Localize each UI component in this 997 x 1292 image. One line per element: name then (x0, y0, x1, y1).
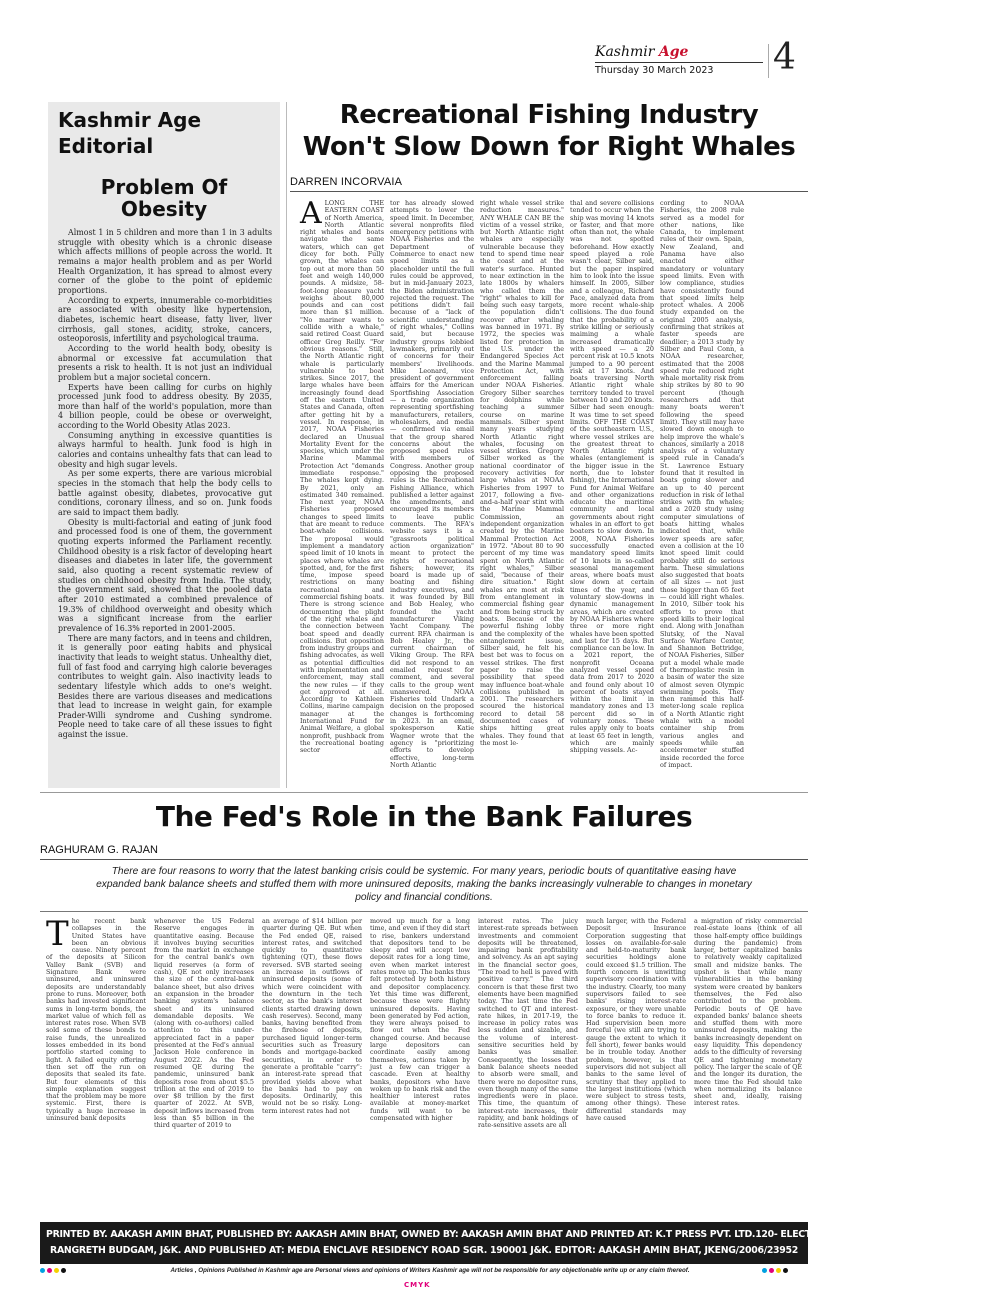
registration-marks-left (40, 1268, 100, 1274)
article-fed (40, 794, 808, 1218)
editorial-box (48, 102, 280, 788)
editorial-paragraph: As per some experts, there are various microbial species in the stomach that help the body cells to battle against obesity, diabetes, provocative gut conditions, coronary illness, and so on. Junk foods are said to impact them badly. (58, 469, 272, 518)
masthead-rule (595, 62, 763, 63)
article-whales-column-4 (570, 200, 654, 786)
article-fed-column-text: he recent bank collapses in the United States have been an obvious cause. Ninety percent of the deposits at Silicon Valley Bank (SVB) and Signature Bank were uninsured, and uninsured deposits are understandably prone to runs. Moreover, both banks had invested significant sums in long-term bonds, the market value of which fell as interest rates rose. When SVB sold some of these bonds to raise funds, the unrealized losses embedded in its bond portfolio started coming to light. A failed equity offering then set off the run on deposits that sealed its fate. But four elements of this simple explanation suggest that the problem may be more systemic. First, there is typically a huge increase in uninsured bank deposits (46, 917, 146, 1123)
article-fed-column-5 (478, 918, 578, 1216)
article-fed-column-3 (262, 918, 362, 1216)
article-fed-column-4 (370, 918, 470, 1216)
editorial-divider (286, 102, 287, 788)
masthead-vertical-rule (768, 44, 769, 78)
article-whales-column-text: tor has already slowed attempts to lower the speed limit. In December, several nonprofits filed emergency petitions with NOAA Fisheries and the Department of Commerce to enact new speed limits as a placeholder until the full rules could be approved, but in mid-January 2023, the Biden administration rejected the request. The petitions didn't fail because of a "lack of scientific understanding of right whales," Collins said, but because industry groups lobbied lawmakers, primarily out of concerns for their members' livelihoods. Mike Leonard, vice president of government affairs for the American Sportfishing Association — a trade organization representing sportfishing manufacturers, retailers, wholesalers, and media — confirmed via email that the group shared concerns about the proposed speed rules with members of Congress. Another group opposing the proposed rules is the Recreational Fishing Alliance, which published a letter against the amendments, and encouraged its members to leave public comments. The RFA's website says it is a "grassroots political action organization" meant to protect the rights of recreational fishers; however, its board is made up of boating and fishing industry executives, and it was founded by Bill and Bob Healey, who founded the yacht manufacturer Viking Yacht Company. The current RFA chairman is Bob Healey Jr., the current chairman of Viking Group. The RFA did not respond to an emailed request for comment, and several calls to the group went unanswered. NOAA Fisheries told Undark a decision on the proposed changes is forthcoming in 2023. In an email, spokesperson Katie Wagner wrote that the agency is "prioritizing efforts to develop effective, long-term North Atlantic (390, 199, 474, 769)
registration-marks-right (762, 1268, 808, 1274)
cyan-swatch (762, 1268, 767, 1273)
magenta-swatch (47, 1268, 52, 1273)
article-fed-column-1 (46, 914, 146, 1216)
article-fed-dropcap: T (46, 914, 69, 954)
editorial-title-line-2: Obesity (120, 197, 208, 221)
article-whales-column-1 (300, 196, 384, 786)
article-whales-column-2 (390, 200, 474, 786)
article-fed-column-text: an average of $14 billion per quarter during QE. But when the Fed ended QE, raised interest rates, and switched quickly to quantitative tightening (QT), these flows reversed. SVB started seeing an increase in outflows of uninsured deposits (some of which were coincident with the downturn in the tech sector, as the bank's interest clients started drawing down cash reserves). Second, many banks, having benefited from the firehose of deposits, purchased liquid longer-term securities such as Treasury bonds and mortgage-backed securities, in order to generate a profitable "carry": an interest-rate spread that provided yields above what the banks had to pay on deposits. Ordinarily, this would not be so risky. Long-term interest rates had not (262, 917, 362, 1115)
article-whales-column-3 (480, 200, 564, 786)
article-whales-headline-line-1: Recreational Fishing Industry (339, 100, 759, 130)
article-fed-column-text: whenever the US Federal Reserve engages in quantitative easing. Because it involves buying securities from the market in exchange for the central bank's own liquid reserves (a form of cash), QE not only increases the size of the central-bank balance sheet, but also drives an expansion in the broader banking system's balance sheet and its uninsured demandable deposits. We (along with co-authors) called attention to this under-appreciated fact in a paper presented at the Fed's annual Jackson Hole conference in August 2022. As the Fed resumed QE during the pandemic, uninsured bank deposits rose from about $5.5 trillion at the end of 2019 to over $8 trillion by the first quarter of 2022. At SVB, deposit inflows increased from less than $5 billion in the third quarter of 2019 to (154, 917, 254, 1130)
article-fed-column-2 (154, 918, 254, 1216)
black-swatch (61, 1268, 66, 1273)
paper-name-part-2: Age (658, 44, 689, 60)
article-fed-column-text: interest rates. The juicy interest-rate spreads between investments and commoient deposits will be threatened, impairing bank profitability and solvency. As an apt saying in the financial sector goes, "The road to hell is paved with positive carry." The third concern is that these first two elements have been magnified today. The last time the Fed switched to QT and interest-rate hikes, in 2017-19, the increase in policy rates was less sudden and sizable, and the volume of interest-sensitive securities held by banks was smaller. Consequently, the losses that bank balance sheets needed to absorb were small, and there were no depositor runs, even though many of the same ingredients were in place. This time, the quantum of interest-rate increases, their rapidity, and bank holdings of rate-sensitive assets are all (478, 917, 578, 1130)
issue-date: Thursday 30 March 2023 (595, 65, 714, 76)
disclaimer: Articles , Opinions Published in Kashmir age are Personal views and opinions of Writers Kashmir age will not be responsible for any objectionable write up or any claim thereof. (170, 1267, 690, 1274)
editorial-paragraph: According to experts, innumerable co-morbidities are associated with obesity like hypertension, diabetes, ischemic heart disease, fatty liver, liver cirrhosis, gall stones, acidity, stroke, cancers, osteoporosis, infertility and psychological trauma. (58, 295, 272, 344)
editorial-paragraph: Consuming anything in excessive quantities is always harmful to health. Junk food is high in calories and contains unhealthy fats that can lead to obesity and high sugar levels. (58, 430, 272, 469)
article-fed-headline: The Fed's Role in the Bank Failures (155, 800, 693, 833)
imprint-bar (40, 1222, 997, 1264)
editorial-paragraph: Obesity is multi-factorial and eating of junk food and processed food is one of them, the government quoting experts informed the Parliament recently. Childhood obesity is a risk factor of developing heart diseases and diabetes in later life, the government said, also quoting a recent systematic review of studies on childhood obesity from India. The study, the government said, showed that the pooled data after 2010 estimated a combined prevalence of 19.3% of childhood overweight and obesity which was a significant increase from the earlier prevalence of 16.3% reported in 2001-2005. (58, 517, 272, 633)
article-fed-deck-rule (40, 911, 808, 912)
cmyk-label: CMYK (404, 1281, 431, 1289)
article-fed-column-text: moved up much for a long time, and even if they did start to rise, bankers understand that depositors tend to be sleepy and will accept low deposit rates for a long time, even when market interest rates move up. The banks thus felt protected by both history and depositor complacency. Yet this time was different, because these were flighty uninsured deposits. Having been generated by Fed action, they were always poised to flow out when the Fed changed course. And because large depositors can coordinate easily among themselves, actions taken by just a few can trigger a cascade. Even at healthy banks, depositors who have woken up to bank risk and the healthier interest rates available at money-market funds will want to be compensated with higher (370, 917, 470, 1123)
article-whales-dropcap: A (300, 196, 322, 231)
editorial-paragraph: According to the world health body, obesity is abnormal or excessive fat accumulation that presents a risk to health. It is not just an individual problem but a major societal concern. (58, 343, 272, 382)
article-whales-headline-line-2: Won't Slow Down for Right Whales (302, 132, 796, 162)
article-whales-column-text: right whale vessel strike reduction measures." ANY WHALE CAN BE the victim of a vessel strike, but North Atlantic right whales are especially vulnerable because they tend to spend time near the coast and at the water's surface. Hunted to near extinction in the late 1800s by whalers who called them the "right" whales to kill for being such easy targets, the population didn't recover after whaling was banned in 1971. By 1972, the species was listed for protection in the U.S. under the Endangered Species Act and the Marine Mammal Protection Act, with enforcement falling under NOAA Fisheries. Gregory Silber searches for dolphins while teaching a summer course on marine mammals. Silber spent many years studying North Atlantic right whales, focusing on vessel strikes. Gregory Silber worked as the national coordinator of recovery activities for large whales at NOAA Fisheries from 1997 to 2017, following a five-and-a-half year stint with the Marine Mammal Commission, an independent organization created by the Marine Mammal Protection Act in 1972. "About 80 to 90 percent of my time was spent on North Atlantic right whales," Silber said, "because of their dire situation." Right whales are most at risk from entanglement in commercial fishing gear and from being struck by boats. Because of the powerful fishing lobby and the complexity of the entanglement issue, Silber said, he felt his best bet was to focus on vessel strikes. The first paper to raise the possibility that speed may influence boat-whale collisions published in 2001. The researchers scoured the historical record to detail 58 documented cases of ships hitting great whales. They found that the most le- (480, 199, 564, 747)
editorial-label-line-1: Kashmir Age (58, 108, 202, 132)
black-swatch (783, 1268, 788, 1273)
yellow-swatch (54, 1268, 59, 1273)
section-divider (40, 792, 808, 793)
editorial-paragraph: There are many factors, and in teens and children, it is generally poor eating habits and physical inactivity that leads to weight status. Unhealthy diet, full of fast food and carrying high calorie beverages contributes to weight gain. Also inactivity leads to sedentary lifestyle which adds to one's weight. Besides there are various diseases and medications that lead to increase in weight gain, for example Prader-Willi syndrome and Cushing syndrome. People need to take care of all these issues to fight against the issue. (58, 633, 272, 740)
editorial-title (48, 176, 280, 220)
imprint-line-2: RANGRETH BUDGAM, J&K. AND PUBLISHED AT: MEDIA ENCLAVE RESIDENCY ROAD SGR. 190001 J&K. EDITOR: AAKASH AMIN BHAT, JKENG/2006/23952 (50, 1245, 798, 1256)
yellow-swatch (776, 1268, 781, 1273)
editorial-body (58, 228, 272, 784)
paper-logo (595, 44, 688, 60)
article-whales-column-text: cording to NOAA Fisheries, the 2008 rule served as a model for other nations, like Canada, to implement rules of their own. Spain, New Zealand, and Panama have also enacted either mandatory or voluntary speed limits. Even with low compliance, studies have consistently found that speed limits help protect whales. A 2006 study expanded on the original 2005 analysis, confirming that strikes at faster speeds are deadlier; a 2013 study by Silber and Paul Conn, a NOAA researcher, estimated that the 2008 speed rule reduced right whale mortality risk from ship strikes by 80 to 90 percent (though researchers add that many boats weren't following the speed limit). They still may have slowed down enough to help improve the whale's chances, similarly a 2018 analysis of a voluntary speed rule in Canada's St. Lawrence Estuary found that it resulted in boats going slower and an up to 40 percent reduction in risk of lethal strikes with fin whales; and a 2020 study using computer simulations of boats hitting whales indicated that, while lower speeds are safer, even a collision at the 10 knot speed limit could probably still do serious harm. These simulations also suggested that boats of all sizes — not just those bigger than 65 feet — could kill right whales. In 2010, Silber took his efforts to prove that speed kills to their logical end. Along with Jonathan Slutsky, of the Naval Surface Warfare Center, and Shannon Bettridge, of NOAA Fisheries, Silber put a model whale made of thermoplastic resin in a basin of water the size of almost seven Olympic swimming pools. They then rammed this half-meter-long scale replica of a North Atlantic right whale with a model container ship from various angles and speeds while an accelerometer stuffed inside recorded the force of impact. (660, 199, 744, 769)
masthead (595, 37, 805, 84)
article-whales-column-5 (660, 200, 744, 786)
page-number: 4 (773, 37, 796, 78)
editorial-title-line-1: Problem Of (100, 175, 228, 199)
article-fed-byline-rule (40, 859, 808, 860)
article-fed-column-text: a migration of risky commercial real-estate loans (think of all those half-empty office buildings during the pandemic) from larger, better capitalized banks to relatively weakly capitalized small and midsize banks. The upshot is that while many vulnerabilities in the banking system were created by bankers themselves, the Fed also contributed to the problem. Periodic bouts of QE have expanded banks' balance sheets and stuffed them with more uninsured deposits, making the banks increasingly dependent on easy liquidity. This dependency adds to the difficulty of reversing QE and tightening monetary policy. The larger the scale of QE and the longer its duration, the more time the Fed should take when normalizing its balance sheet and, ideally, raising interest rates. (694, 917, 802, 1108)
editorial-label-line-2: Editorial (58, 134, 154, 158)
article-whales-byline: DARREN INCORVAIA (290, 176, 403, 188)
article-fed-column-6 (586, 918, 686, 1216)
article-fed-deck: There are four reasons to worry that the latest banking crisis could be systemic. For many years, periodic bouts of quantitative easing have expanded bank balance sheets and stuffed them with more uninsured deposits, making the banks increasingly vulnerable to changes in monetary policy and financial conditions. (96, 866, 752, 903)
cyan-swatch (40, 1268, 45, 1273)
article-whales-column-text: LONG THE EASTERN COAST of North America, North Atlantic right whales and boats navigate the same waters, which can get dicey for both. Fully grown, the whales can top out at more than 50 feet and weigh 140,000 pounds. A midsize, 58-foot-long pleasure yacht weighs about 80,000 pounds and can cost more than $1 million. "No mariner wants to collide with a whale," said retired Coast Guard officer Greg Reilly. "For obvious reasons." Still, the North Atlantic right whale is particularly vulnerable to boat strikes. Since 2017, the large whales have been increasingly found dead off the eastern United States and Canada, often after getting hit by a vessel. In response, in 2017, NOAA Fisheries declared an Unusual Mortality Event for the species, which under the Marine Mammal Protection Act "demands immediate response." The whales kept dying. By 2021, only an estimated 340 remained. The next year, NOAA Fisheries proposed changes to speed limits that are meant to reduce boat-whale collisions. The proposal would implement a mandatory speed limit of 10 knots in places where whales are spotted, and, for the first time, impose speed restrictions on many recreational and commercial fishing boats. There is strong science documenting the plight of the right whales and the connection between boat speed and deadly collisions. But opposition from industry groups and fishing advocates, as well as potential difficulties with implementation and enforcement, may stall the new rules — if they get approved at all. According to Kathleen Collins, marine campaign manager at the International Fund for Animal Welfare, a global nonprofit, pushback from the recreational boating sector (300, 199, 384, 755)
article-fed-byline: RAGHURAM G. RAJAN (40, 844, 158, 856)
paper-name-part-1: Kashmir (595, 44, 655, 60)
article-fed-column-7 (694, 918, 802, 1216)
article-fed-column-text: much larger, with the Federal Deposit Insurance Corporation suggesting that losses on available-for-sale and held-to-maturity bank securities holdings alone could exceed $1.5 trillion. The fourth concern is unwitting supervisory coordination with the industry. Clearly, too many supervisors failed to see banks' rising interest-rate exposure, or they were unable to force banks to reduce it. Had supervision been more forceful (we still are trying to gauge the extent to which it fell short), fewer banks would be in trouble today. Another problem, however, is that supervisors did not subject all banks to the same level of scrutiny that they applied to the largest institutions (which were subject to stress tests, among other things). These differential standards may have caused (586, 917, 686, 1123)
magenta-swatch (769, 1268, 774, 1273)
article-whales-byline-rule (290, 191, 808, 192)
editorial-paragraph: Experts have been calling for curbs on highly processed junk food to address obesity. By 2035, more than half of the world's population, more than 4 billion people, could be obese or overweight, according to the World Obesity Atlas 2023. (58, 382, 272, 431)
imprint-line-1: PRINTED BY. AAKASH AMIN BHAT, PUBLISHED BY: AAKASH AMIN BHAT, OWNED BY: AAKASH AMIN BHAT AND PRINTED AT: K.T PRESS PVT. LTD.120- ELECTRONIC COMPLEX INDUSTRIAL ESTATE (46, 1229, 997, 1240)
editorial-paragraph: Almost 1 in 5 children and more than 1 in 3 adults struggle with obesity which is a chronic disease which affects millions of people across the world. It remains a major health problem and as per World Health Organization, it has spread to almost every corner of the globe to the point of epidemic proportions. (58, 228, 272, 295)
article-whales-column-text: thal and severe collisions tended to occur when the ship was moving 14 knots or faster, and that more often than not, the whale was not spotted beforehand. How exactly speed played a role wasn't clear, Silber said, but the paper inspired him to look into the issue himself. In 2005, Silber and a colleague, Richard Pace, analyzed data from more recent whale-ship collisions. The duo found that the probability of a strike killing or seriously maiming a whale increased dramatically with speed — a 20 percent risk at 10.5 knots jumped to a 90 percent risk at 17 knots. And boats traversing North Atlantic right whale territory tended to travel between 10 and 20 knots. Silber had seen enough: It was time to set speed limits. OFF THE COAST of the southeastern U.S., where vessel strikes are the greatest threat to North Atlantic right whales (entanglement is the bigger issue in the north, due to lobster fishing), the International Fund for Animal Welfare and other organizations educate the maritime community and local governments about right whales in an effort to get boaters to slow down. In 2008, NOAA Fisheries successfully enacted mandatory speed limits of 10 knots in so-called seasonal management areas, where boats must slow down at certain times of the year, and voluntary slow-downs in dynamic management areas, which are created by NOAA Fisheries where three or more right whales have been spotted and last for 15 days. But compliance can be low. In a 2021 report, the nonprofit Oceana analyzed vessel speed data from 2017 to 2020 and found only about 10 percent of boats stayed within the limit in mandatory zones and 13 percent did so in voluntary zones. These rules apply only to boats at least 65 feet in length, which are mainly shipping vessels. Ac- (570, 199, 654, 755)
article-whales (290, 96, 808, 788)
